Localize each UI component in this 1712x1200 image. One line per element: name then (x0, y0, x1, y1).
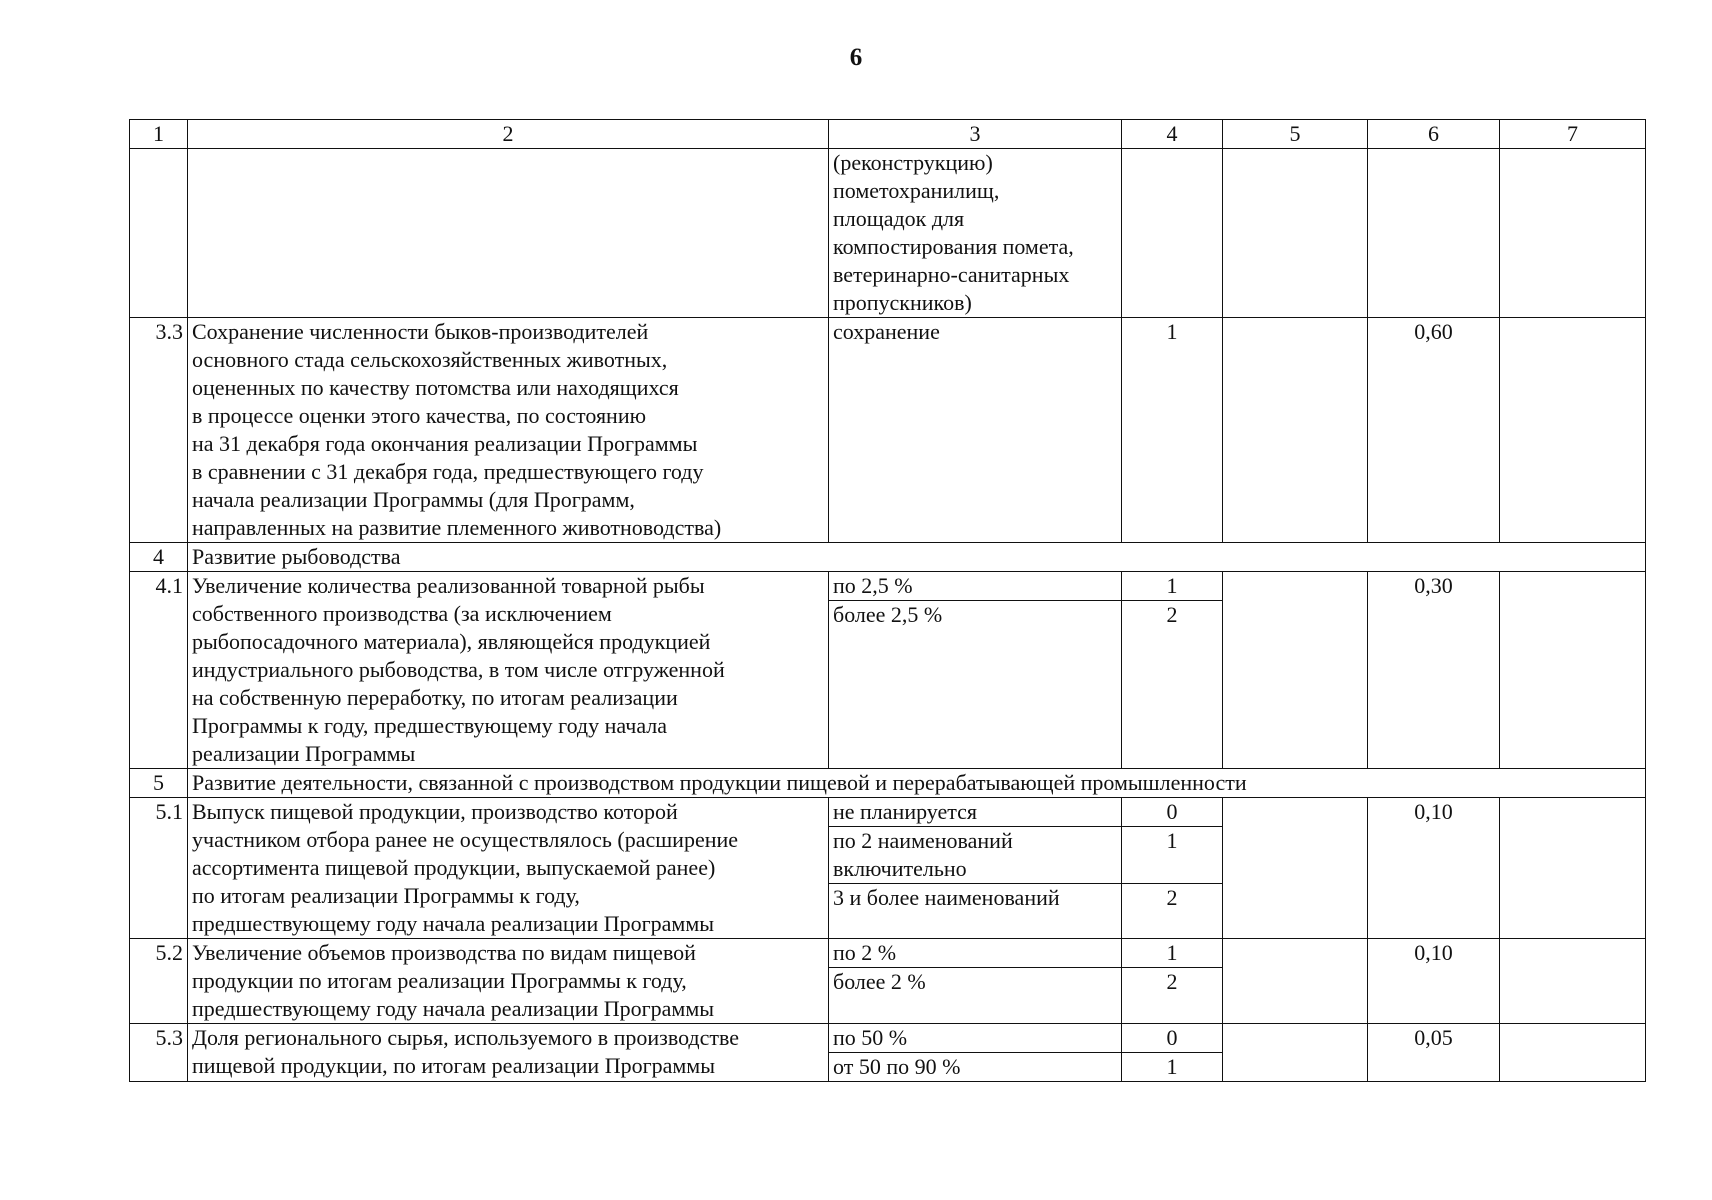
row-description (188, 798, 829, 939)
description-line: участником отбора ранее не осуществлялось (расширение (192, 827, 739, 852)
row-number: 5.1 (130, 798, 188, 939)
criteria-option: по 2 наименований включительно (829, 827, 1121, 884)
row-number: 5.3 (130, 1024, 188, 1082)
row-score: 1 (1122, 318, 1223, 543)
criteria-option: от 50 по 90 % (833, 1054, 961, 1079)
cont-criteria-line: компостирования помета, (833, 234, 1074, 259)
description-line: Программы к году, предшествующему году начала (192, 713, 668, 738)
header-col-1: 1 (130, 120, 188, 149)
header-col-2: 2 (188, 120, 829, 149)
row-scores (1122, 798, 1223, 939)
section-number: 4 (130, 543, 188, 572)
section-row-5 (130, 769, 1646, 798)
description-line: продукции по итогам реализации Программы к году, (192, 968, 687, 993)
row-criteria (829, 572, 1122, 769)
description-line: в сравнении с 31 декабря года, предшествующего году (192, 459, 704, 484)
description-line: Выпуск пищевой продукции, производство которой (192, 799, 678, 824)
description-line: по итогам реализации Программы к году, (192, 883, 580, 908)
score-value: 2 (1166, 969, 1178, 994)
table-row-5-3 (130, 1024, 1646, 1082)
description-line: оцененных по качеству потомства или находящихся (192, 375, 679, 400)
cont-criteria-line: ветеринарно-санитарных (833, 262, 1070, 287)
section-title: Развитие рыбоводства (188, 543, 1646, 572)
description-line: начала реализации Программы (для Программ, (192, 487, 635, 512)
description-line: основного стада сельскохозяйственных животных, (192, 347, 668, 372)
description-line: Сохранение численности быков-производителей (192, 319, 649, 344)
table-row-4-1 (130, 572, 1646, 769)
criteria-option: не планируется (829, 798, 1121, 827)
criteria-option: по 2 % (829, 939, 1121, 968)
score-value: 0 (1122, 798, 1222, 827)
description-line: Доля регионального сырья, используемого в производстве (192, 1025, 740, 1050)
table-row-3-3 (130, 318, 1646, 543)
header-col-6: 6 (1368, 120, 1500, 149)
row-weight: 0,10 (1368, 939, 1500, 1024)
row-number: 5.2 (130, 939, 188, 1024)
score-value: 2 (1166, 602, 1178, 627)
row-scores (1122, 1024, 1223, 1082)
table-row-5-1 (130, 798, 1646, 939)
table-row-5-2 (130, 939, 1646, 1024)
description-line: в процессе оценки этого качества, по состоянию (192, 403, 647, 428)
score-value: 1 (1122, 572, 1222, 601)
row-scores (1122, 939, 1223, 1024)
row-description (188, 318, 829, 543)
description-line: на 31 декабря года окончания реализации Программы (192, 431, 698, 456)
row-description (188, 1024, 829, 1082)
score-value: 1 (1122, 939, 1222, 968)
row-number: 3.3 (130, 318, 188, 543)
header-col-5: 5 (1223, 120, 1368, 149)
description-line: индустриального рыбоводства, в том числе отгруженной (192, 657, 725, 682)
row-weight: 0,05 (1368, 1024, 1500, 1082)
row-criteria (829, 939, 1122, 1024)
score-value: 2 (1166, 885, 1178, 910)
cont-criteria-line: (реконструкцию) (833, 150, 993, 175)
row-weight: 0,10 (1368, 798, 1500, 939)
cont-criteria-line: площадок для (833, 206, 965, 231)
row-criteria (829, 798, 1122, 939)
row-number: 4.1 (130, 572, 188, 769)
row-weight: 0,30 (1368, 572, 1500, 769)
section-number: 5 (130, 769, 188, 798)
score-value: 1 (1166, 1054, 1178, 1079)
criteria-table (129, 119, 1646, 1082)
description-line: направленных на развитие племенного животноводства) (192, 515, 722, 540)
header-col-3: 3 (829, 120, 1122, 149)
cont-criteria-line: пометохранилищ, (833, 178, 1000, 203)
description-line: Увеличение объемов производства по видам пищевой (192, 940, 696, 965)
section-title: Развитие деятельности, связанной с производством продукции пищевой и перерабатывающей промышленности (188, 769, 1646, 798)
row-criteria (829, 1024, 1122, 1082)
cont-criteria-line: пропускников) (833, 290, 972, 315)
criteria-option: 3 и более наименований (833, 885, 1060, 910)
header-row (130, 120, 1646, 149)
row-weight: 0,60 (1368, 318, 1500, 543)
cont-desc-cell (188, 149, 829, 318)
description-line: на собственную переработку, по итогам реализации (192, 685, 678, 710)
cont-num-cell (130, 149, 188, 318)
criteria-option: более 2,5 % (833, 602, 943, 627)
criteria-option: по 50 % (829, 1024, 1121, 1053)
section-row-4 (130, 543, 1646, 572)
description-line: пищевой продукции, по итогам реализации Программы (192, 1053, 716, 1078)
header-col-4: 4 (1122, 120, 1223, 149)
description-line: рыбопосадочного материала), являющейся продукцией (192, 629, 711, 654)
row-scores (1122, 572, 1223, 769)
description-line: собственного производства (за исключением (192, 601, 612, 626)
page-number: 6 (849, 44, 863, 71)
cont-criteria-cell (829, 149, 1122, 318)
score-value: 0 (1122, 1024, 1222, 1053)
criteria-option: по 2,5 % (829, 572, 1121, 601)
row-description (188, 572, 829, 769)
row-description (188, 939, 829, 1024)
row-criteria: сохранение (829, 318, 1122, 543)
description-line: ассортимента пищевой продукции, выпускаемой ранее) (192, 855, 716, 880)
description-line: предшествующему году начала реализации Программы (192, 996, 715, 1021)
description-line: предшествующему году начала реализации Программы (192, 911, 715, 936)
description-line: Увеличение количества реализованной товарной рыбы (192, 573, 705, 598)
continuation-row (130, 149, 1646, 318)
header-col-7: 7 (1500, 120, 1646, 149)
score-value: 1 (1122, 827, 1222, 884)
description-line: реализации Программы (192, 741, 416, 766)
criteria-option: более 2 % (833, 969, 926, 994)
